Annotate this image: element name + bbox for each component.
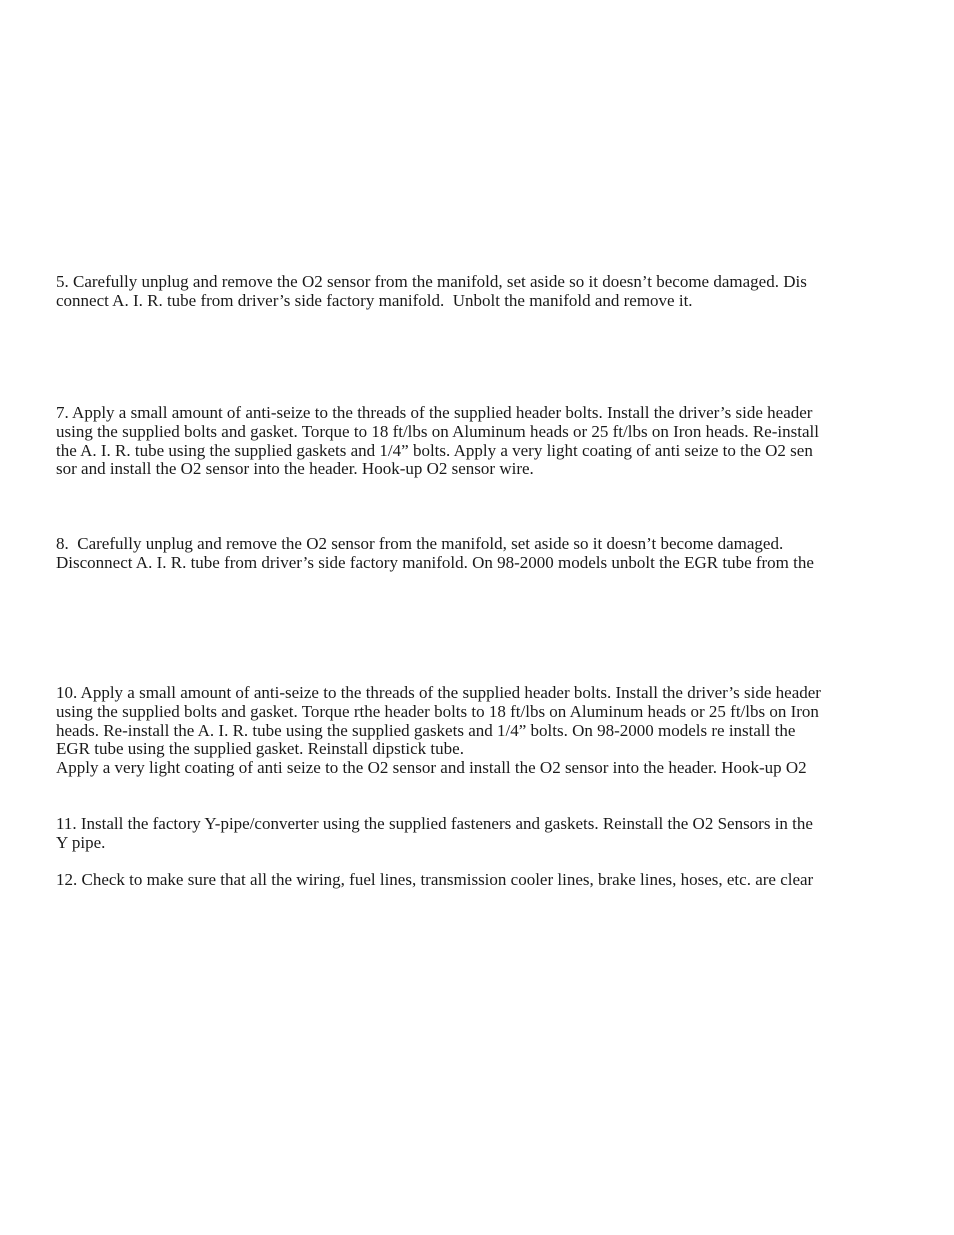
text-line: Disconnect A. I. R. tube from driver’s side factory manifold. On 98-2000 models unbolt the EGR tube from the [56, 552, 814, 572]
instruction-step-11 [56, 815, 906, 853]
text-line: sor and install the O2 sensor into the header. Hook-up O2 sensor wire. [56, 459, 534, 479]
text-line: Y pipe. [56, 832, 106, 852]
instruction-step-12 [56, 871, 906, 890]
instruction-step-7 [56, 404, 906, 479]
text-line: 12. Check to make sure that all the wiring, fuel lines, transmission cooler lines, brake lines, hoses, etc. are clear [56, 870, 814, 889]
instruction-step-10 [56, 684, 906, 778]
text-line: using the supplied bolts and gasket. Torque rthe header bolts to 18 ft/lbs on Aluminum heads or 25 ft/lbs on Iron [56, 701, 819, 721]
text-line: Apply a very light coating of anti seize to the O2 sensor and install the O2 sensor into the header. Hook-up O2 [56, 758, 807, 778]
text-line: 5. Carefully unplug and remove the O2 sensor from the manifold, set aside so it doesn’t become damaged. Dis [56, 272, 807, 291]
text-line: the A. I. R. tube using the supplied gaskets and 1/4” bolts. Apply a very light coating of anti seize to the O2 sen [56, 440, 813, 460]
text-line: 10. Apply a small amount of anti-seize to the threads of the supplied header bolts. Install the driver’s side header [56, 683, 821, 702]
text-line: heads. Re-install the A. I. R. tube using the supplied gaskets and 1/4” bolts. On 98-2000 models re install the [56, 720, 796, 740]
text-line: 7. Apply a small amount of anti-seize to the threads of the supplied header bolts. Install the driver’s side header [56, 403, 813, 422]
instruction-step-5 [56, 273, 906, 311]
text-line: using the supplied bolts and gasket. Torque to 18 ft/lbs on Aluminum heads or 25 ft/lbs on Iron heads. Re-install [56, 421, 819, 441]
text-line: 8. Carefully unplug and remove the O2 sensor from the manifold, set aside so it doesn’t become damaged. [56, 534, 784, 553]
text-line: EGR tube using the supplied gasket. Reinstall dipstick tube. [56, 739, 464, 759]
text-line: connect A. I. R. tube from driver’s side factory manifold. Unbolt the manifold and remove it. [56, 290, 693, 310]
text-line: 11. Install the factory Y-pipe/converter using the supplied fasteners and gaskets. Reinstall the O2 Sensors in the [56, 814, 813, 833]
instruction-step-8 [56, 535, 906, 573]
